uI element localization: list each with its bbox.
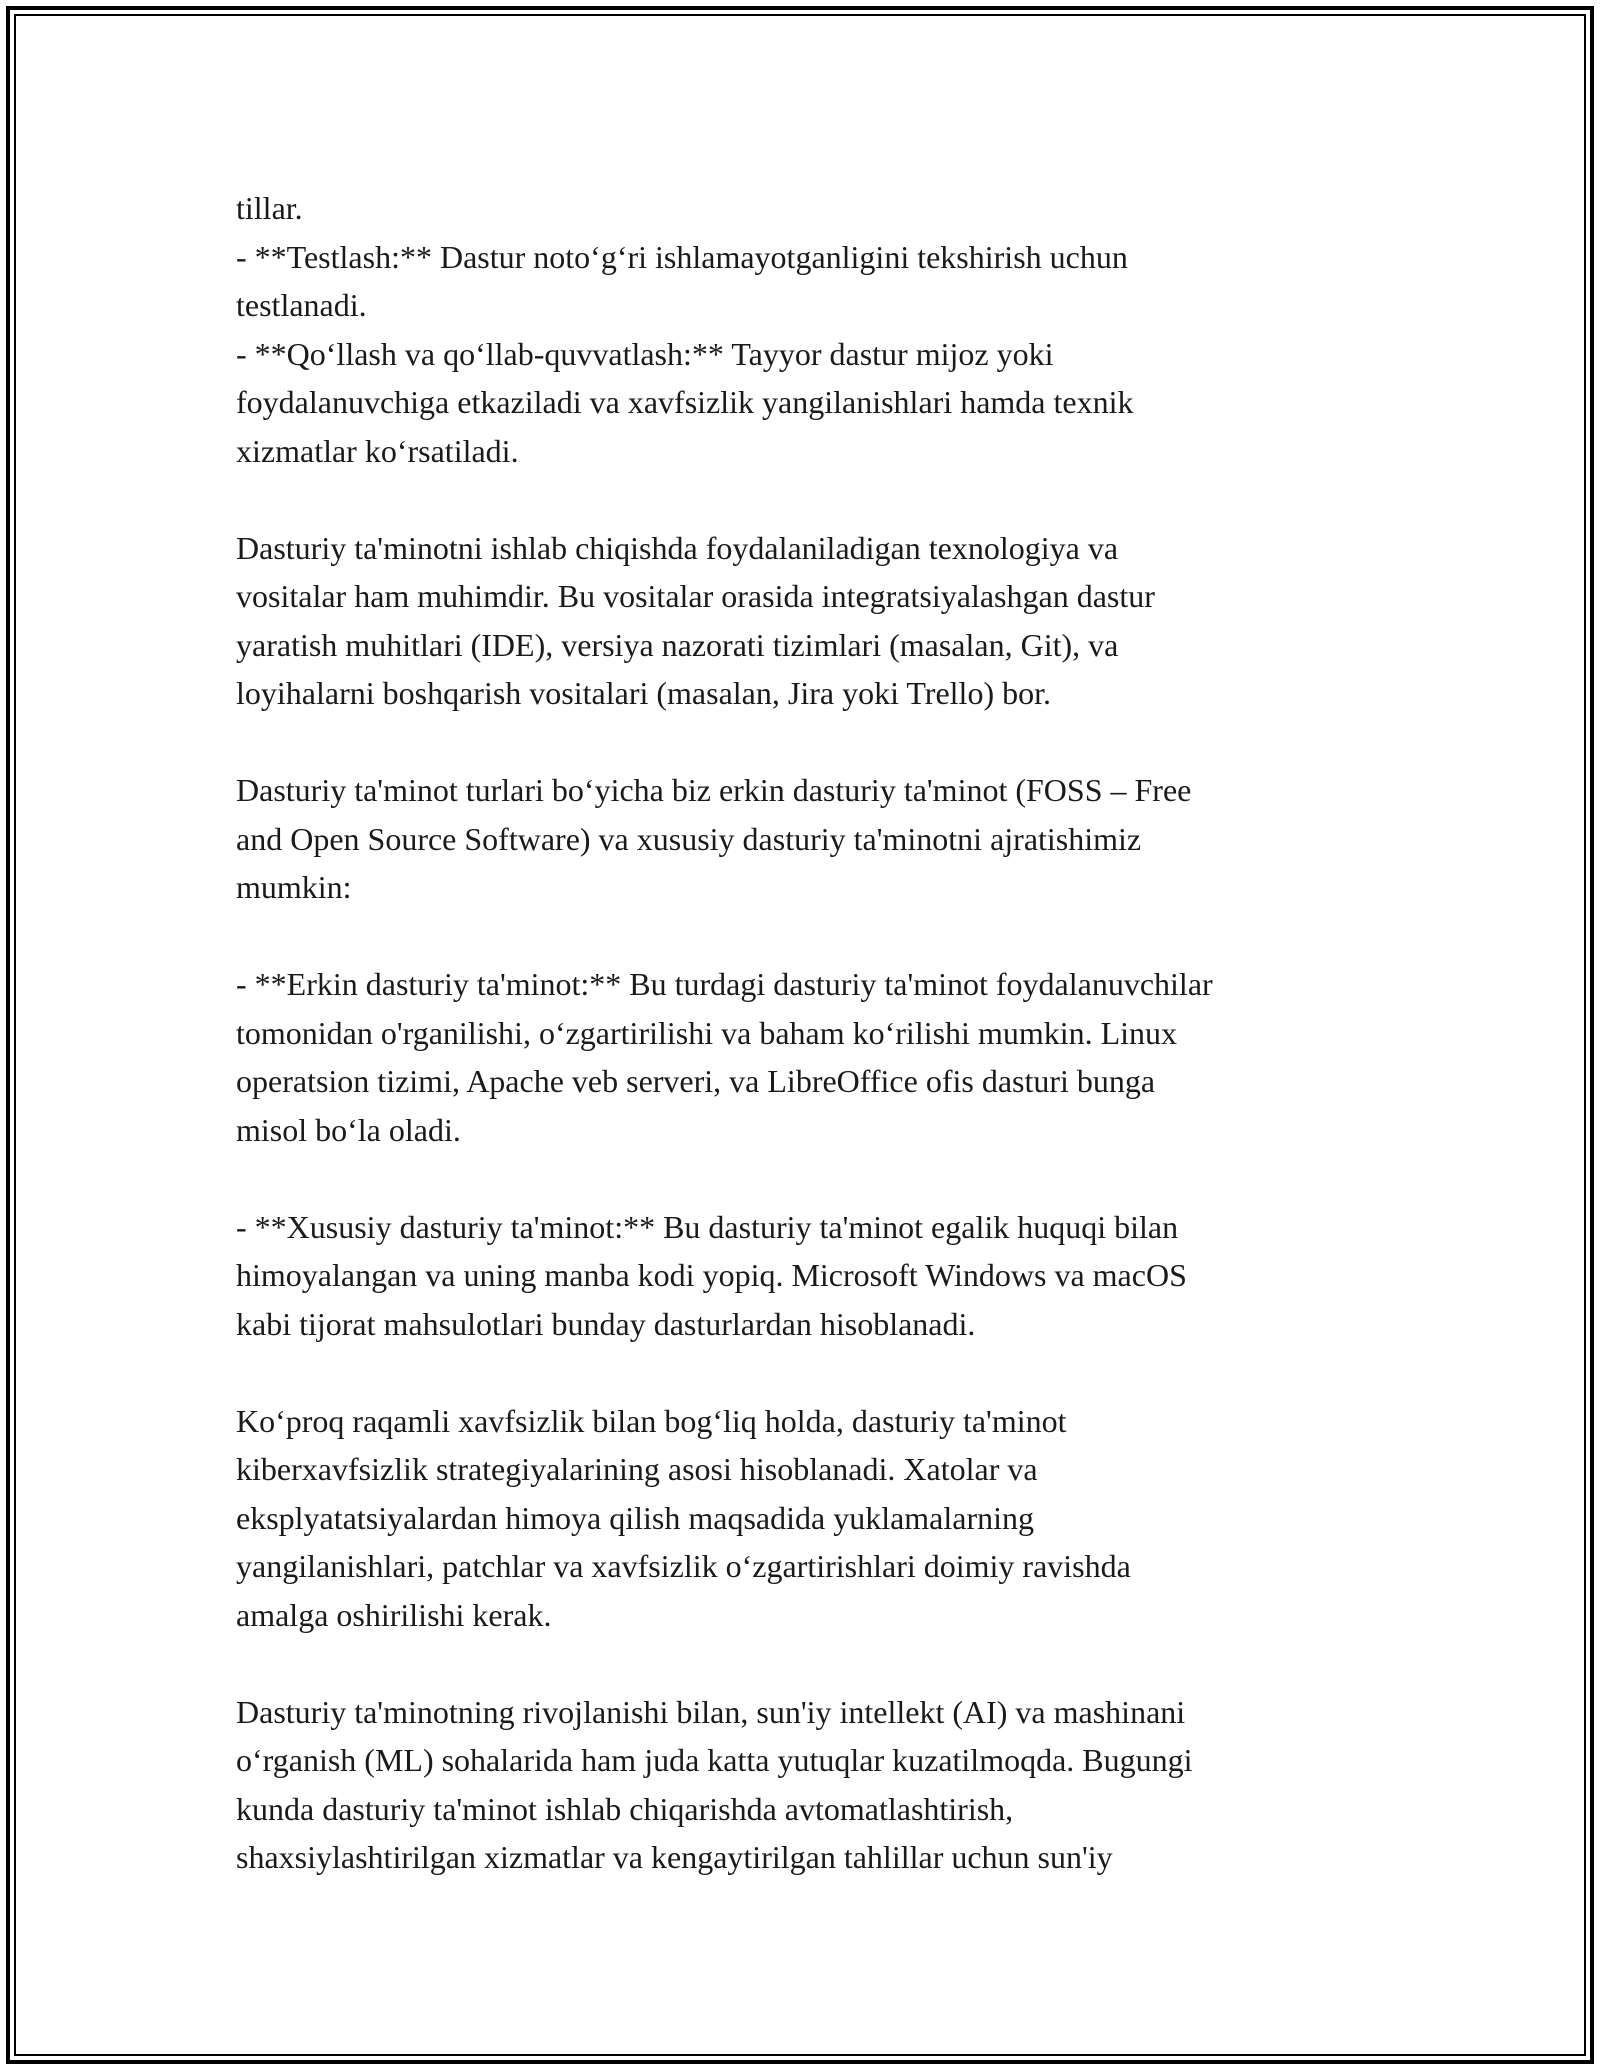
document-body	[236, 184, 1366, 1882]
paragraph-software-types: Dasturiy ta'minot turlari bo‘yicha biz erkin dasturiy ta'minot (FOSS – Free and Open Source Software) va xususiy dasturiy ta'minotni ajratishimiz mumkin:	[236, 772, 1192, 905]
paragraph-development-tools: Dasturiy ta'minotni ishlab chiqishda foydalaniladigan texnologiya va vositalar ham muhimdir. Bu vositalar orasida integratsiyalashgan dastur yaratish muhitlari (IDE), versiya nazorati tizimlari (masalan, Git), va loyihalarni boshqarish vositalari (masalan, Jira yoki Trello) bor.	[236, 529, 1155, 711]
paragraph-cybersecurity: Ko‘proq raqamli xavfsizlik bilan bog‘liq holda, dasturiy ta'minot kiberxavfsizlik strategiyalarining asosi hisoblanadi. Xatolar va eksplуatatsiyalardan himoya qilish maqsadida yuklamalarning yangilanishlari, patchlar va xavfsizlik o‘zgartirishlari doimiy ravishda amalga oshirilishi kerak.	[236, 1402, 1131, 1633]
paragraph-proprietary-software: - **Xususiy dasturiy ta'minot:** Bu dasturiy ta'minot egalik huquqi bilan himoyalangan va uning manba kodi yopiq. Microsoft Windows va macOS kabi tijorat mahsulotlari bunday dasturlardan hisoblanadi.	[236, 1208, 1187, 1342]
paragraph-ai-ml: Dasturiy ta'minotning rivojlanishi bilan, sun'iy intellekt (AI) va mashinani o‘rganish (ML) sohalarida ham juda katta yutuqlar kuzatilmoqda. Bugungi kunda dasturiy ta'minot ishlab chiqarishda avtomatlashtirish, shaxsiylashtirilgan xizmatlar va kengaytirilgan tahlillar uchun sun'iy	[236, 1693, 1193, 1875]
paragraph-free-software: - **Erkin dasturiy ta'minot:** Bu turdagi dasturiy ta'minot foydalanuvchilar tomonidan o'rganilishi, o‘zgartirilishi va baham ko‘rilishi mumkin. Linux operatsion tizimi, Apache veb serveri, va LibreOffice ofis dasturi bunga misol bo‘la oladi.	[236, 966, 1213, 1148]
paragraph-sdlc-testing-deployment: tillar. - **Testlash:** Dastur noto‘g‘ri ishlamayotganligini tekshirish uchun testlanadi. - **Qo‘llash va qo‘llab-quvvatlash:** Tayyor dastur mijoz yoki foydalanuvchiga etkaziladi va xavfsizlik yangilanishlari hamda texnik xizmatlar ko‘rsatiladi.	[236, 190, 1134, 469]
